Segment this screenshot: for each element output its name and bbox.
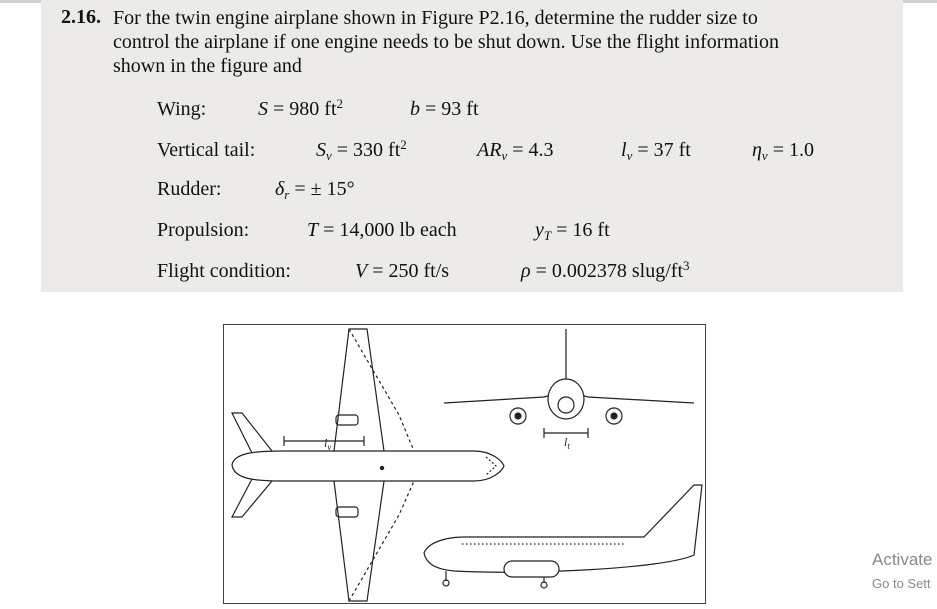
airplane-three-view-drawing xyxy=(224,325,707,605)
plan-lv-label: $l_v$ xyxy=(324,436,332,452)
flight-velocity: V = 250 ft/s xyxy=(355,260,450,282)
problem-statement xyxy=(113,6,893,78)
propulsion-thrust: T = 14,000 lb each xyxy=(307,219,457,241)
rudder-label: Rudder: xyxy=(157,178,222,200)
air-density: ρ = 0.002378 slug/$ft^3$ xyxy=(521,258,690,282)
rudder-deflection: $\delta_r$ = ± 15° xyxy=(275,178,355,202)
propulsion-thrust-arm: $y_T = 16$ ft xyxy=(535,219,610,243)
wing-label: Wing: xyxy=(157,98,207,120)
airplane-figure xyxy=(223,324,706,604)
problem-line-2: control the airplane if one engine needs to be shut down. Use the flight information xyxy=(113,31,779,53)
vertical-tail-arm: $l_v = 37$ ft xyxy=(621,139,691,163)
propulsion-label: Propulsion: xyxy=(157,219,250,241)
problem-line-1: For the twin engine airplane shown in Figure P2.16, determine the rudder size to xyxy=(113,7,758,29)
flight-condition-label: Flight condition: xyxy=(157,260,291,282)
wing-span: b = 93 ft xyxy=(410,98,479,120)
activate-windows-watermark xyxy=(872,550,937,591)
watermark-line-2: Go to Sett xyxy=(872,576,931,591)
problem-number: 2.16. xyxy=(61,6,101,28)
problem-line-3: shown in the figure and xyxy=(113,55,302,77)
side-view xyxy=(424,485,702,588)
front-lt-label: $l_t$ xyxy=(564,435,570,451)
vertical-tail-efficiency: $\eta_v = 1.0$ xyxy=(752,139,814,163)
vertical-tail-area: $S_v = 330$ $ft^2$ xyxy=(316,137,407,163)
vertical-tail-aspect-ratio: $AR_v = 4.3$ xyxy=(477,139,554,163)
front-view xyxy=(444,329,694,438)
vertical-tail-label: Vertical tail: xyxy=(157,139,256,161)
wing-area: S = 980 $ft^2$ xyxy=(258,96,343,120)
watermark-line-1: Activate xyxy=(872,550,933,569)
